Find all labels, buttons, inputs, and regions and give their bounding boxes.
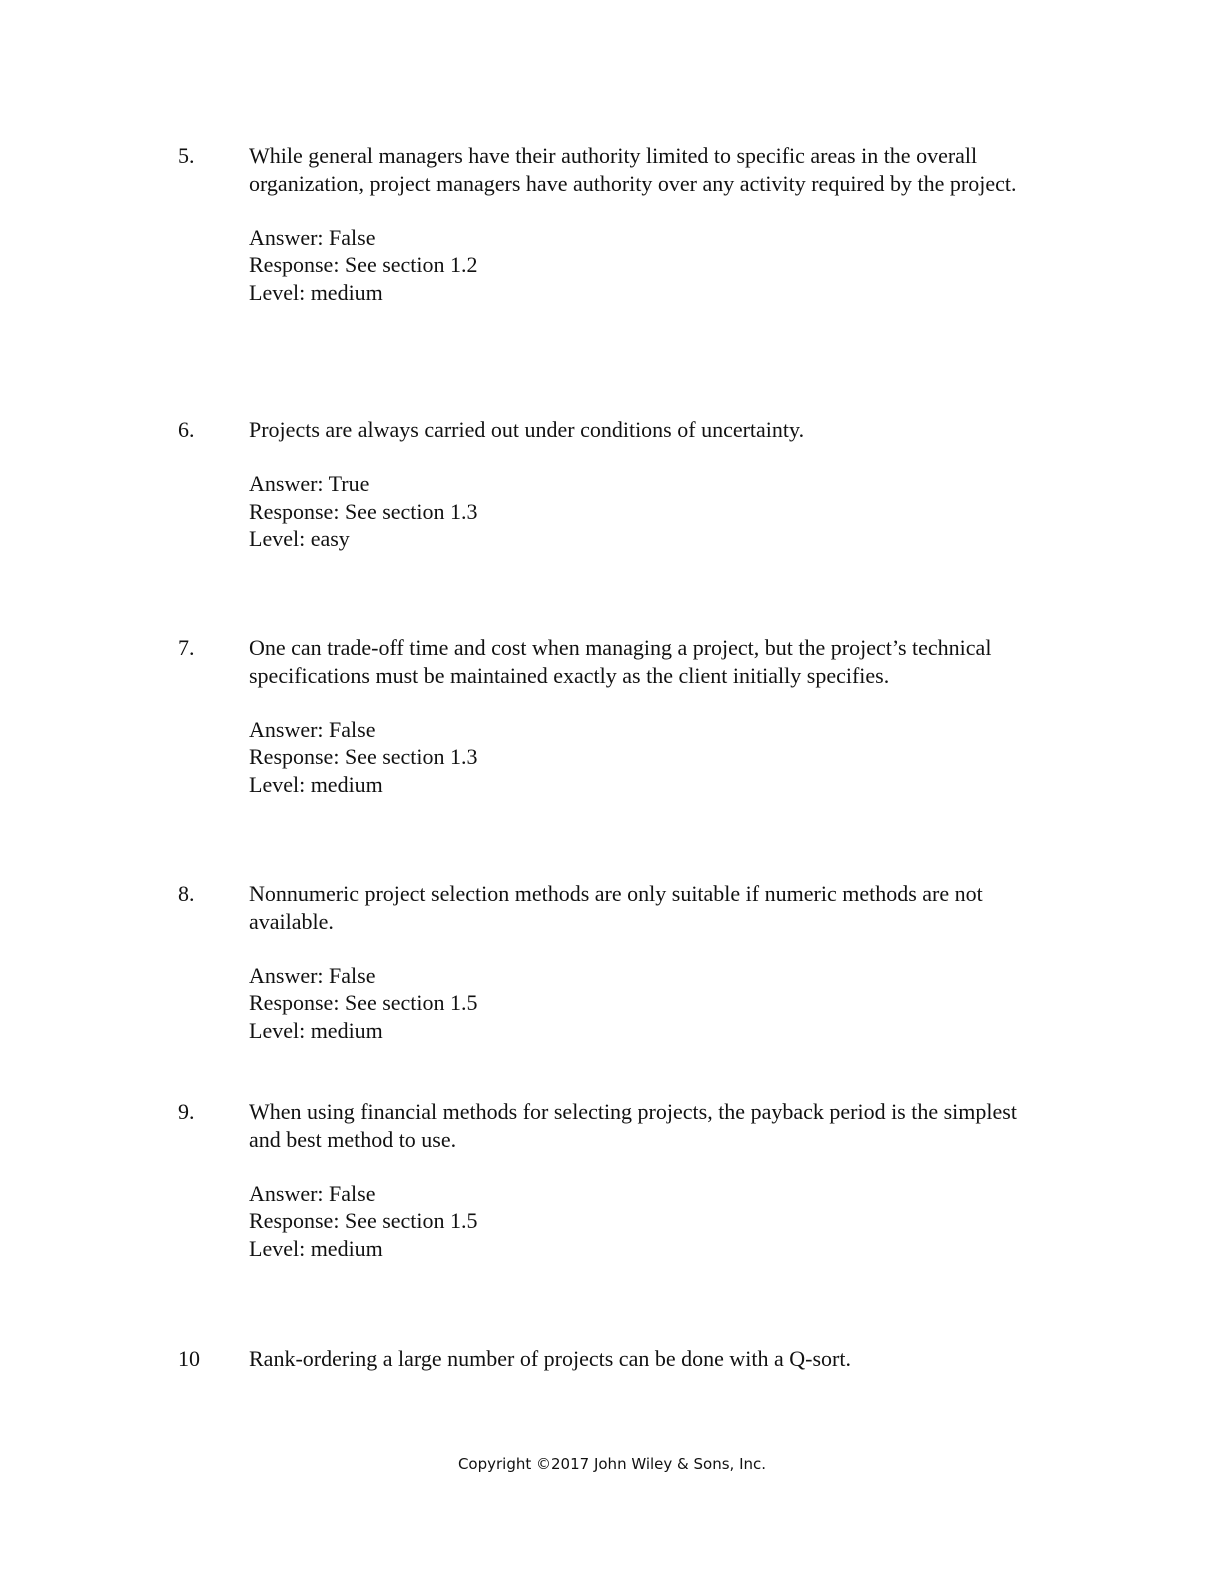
level-line: Level: medium xyxy=(249,771,383,797)
question-text: Projects are always carried out under conditions of uncertainty. xyxy=(249,417,805,442)
question-text: Nonnumeric project selection methods are only suitable if numeric methods are not available. xyxy=(249,881,983,934)
response-line: Response: See section 1.5 xyxy=(249,990,478,1015)
answer-line: Answer: False xyxy=(249,224,376,250)
answer-line: Answer: False xyxy=(249,962,376,988)
question-number: 9. xyxy=(178,1099,195,1124)
level-line: Level: medium xyxy=(249,1017,383,1043)
question-text: One can trade-off time and cost when managing a project, but the project’s technical specifications must be maintained exactly as the client initially specifies. xyxy=(249,635,992,688)
answer-block xyxy=(249,716,1049,799)
answer-line: Answer: False xyxy=(249,716,376,742)
answer-block xyxy=(249,1180,1049,1263)
question-number: 10 xyxy=(178,1346,200,1371)
question-number: 6. xyxy=(178,417,195,442)
response-line: Response: See section 1.5 xyxy=(249,1208,478,1233)
question-body xyxy=(249,142,1049,306)
response-line: Response: See section 1.3 xyxy=(249,744,478,769)
response-line: Response: See section 1.3 xyxy=(249,498,478,524)
question-body xyxy=(249,880,1049,1044)
copyright-footer: Copyright ©2017 John Wiley & Sons, Inc. xyxy=(457,1455,767,1473)
question-body xyxy=(249,1345,1049,1373)
level-line: Level: easy xyxy=(249,526,350,551)
response-line: Response: See section 1.2 xyxy=(249,252,478,277)
question-number: 7. xyxy=(178,635,195,660)
question-text: While general managers have their authority limited to specific areas in the overall organization, project managers have authority over any activity required by the project. xyxy=(249,143,1017,196)
answer-block xyxy=(249,470,1049,553)
question-body xyxy=(249,1098,1049,1262)
question-body xyxy=(249,634,1049,798)
answer-block xyxy=(249,224,1049,307)
question-text: When using financial methods for selecting projects, the payback period is the simplest and best method to use. xyxy=(249,1099,1017,1152)
answer-block xyxy=(249,962,1049,1045)
level-line: Level: medium xyxy=(249,1235,383,1261)
question-text: Rank-ordering a large number of projects can be done with a Q-sort. xyxy=(249,1346,851,1371)
answer-line: Answer: False xyxy=(249,1180,376,1206)
level-line: Level: medium xyxy=(249,279,383,305)
answer-line: Answer: True xyxy=(249,471,370,496)
question-body xyxy=(249,416,1049,553)
question-number: 8. xyxy=(178,881,195,906)
question-number: 5. xyxy=(178,143,195,168)
